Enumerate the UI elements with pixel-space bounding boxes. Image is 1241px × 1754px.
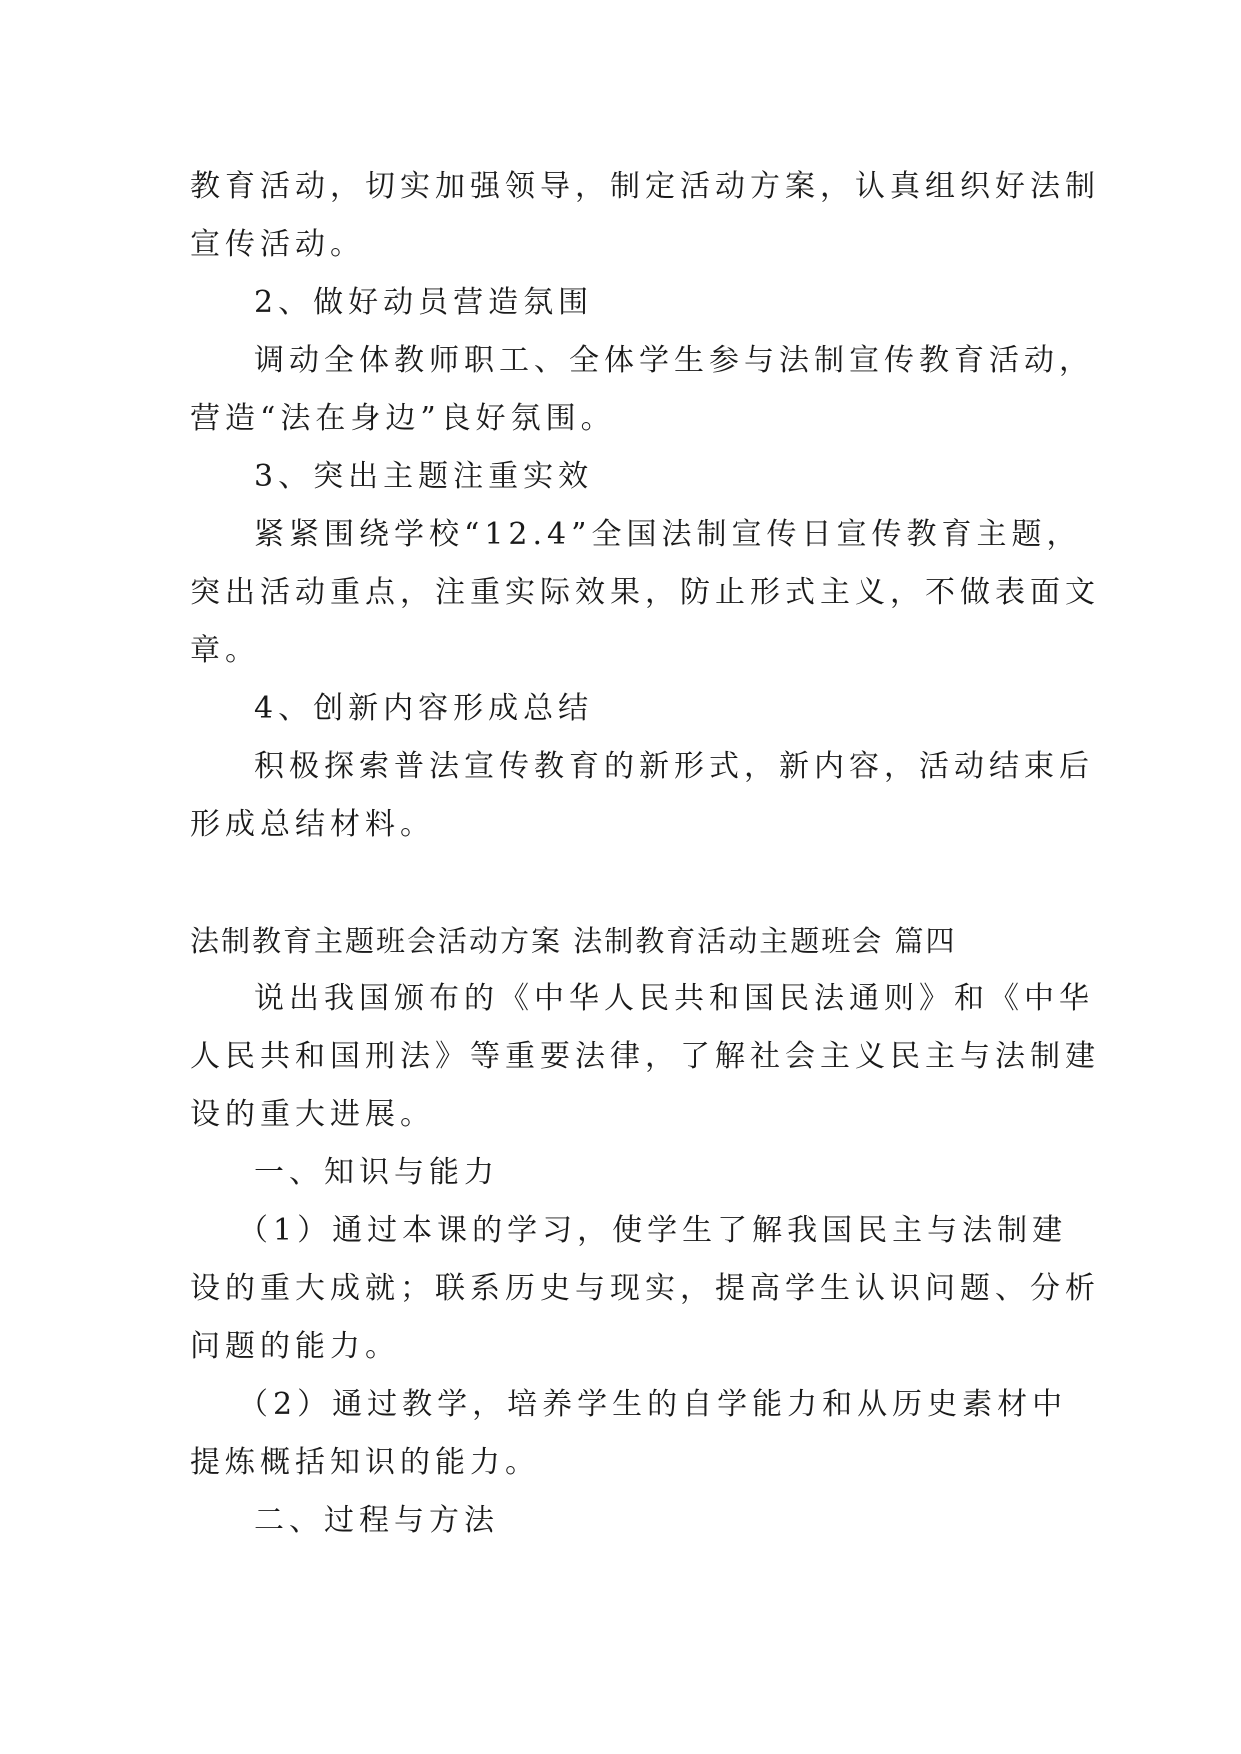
paragraph-line: 章。 [190, 633, 260, 668]
paragraph-line: 问题的能力。 [190, 1329, 400, 1364]
paragraph-line: 调动全体教师职工、全体学生参与法制宣传教育活动， [254, 343, 1094, 378]
paragraph-line: （1）通过本课的学习，使学生了解我国民主与法制建 [238, 1213, 1068, 1248]
paragraph-line: 设的重大成就；联系历史与现实，提高学生认识问题、分析 [190, 1271, 1100, 1306]
item-title-3: 3、突出主题注重实效 [254, 459, 594, 494]
paragraph-line: 人民共和国刑法》等重要法律，了解社会主义民主与法制建 [190, 1039, 1100, 1074]
document-body [190, 158, 1100, 1550]
paragraph-line: 宣传活动。 [190, 227, 365, 262]
paragraph-line: 营造“法在身边”良好氛围。 [190, 401, 616, 436]
paragraph-line: 形成总结材料。 [190, 807, 435, 842]
paragraph-line: 突出活动重点，注重实际效果，防止形式主义，不做表面文 [190, 575, 1100, 610]
part-title-process: 二、过程与方法 [254, 1503, 499, 1538]
paragraph-line: 说出我国颁布的《中华人民共和国民法通则》和《中华 [254, 981, 1094, 1016]
paragraph-line: 设的重大进展。 [190, 1097, 435, 1132]
paragraph-line: （2）通过教学，培养学生的自学能力和从历史素材中 [238, 1387, 1068, 1422]
part-title-knowledge: 一、知识与能力 [254, 1155, 499, 1190]
item-title-4: 4、创新内容形成总结 [254, 691, 594, 726]
section-heading: 法制教育主题班会活动方案 法制教育活动主题班会 篇四 [190, 924, 957, 958]
paragraph-line: 教育活动，切实加强领导，制定活动方案，认真组织好法制 [190, 169, 1100, 204]
item-title-2: 2、做好动员营造氛围 [254, 285, 594, 320]
paragraph-line: 紧紧围绕学校“12.4”全国法制宣传日宣传教育主题， [254, 517, 1082, 552]
paragraph-line: 提炼概括知识的能力。 [190, 1445, 540, 1480]
paragraph-line: 积极探索普法宣传教育的新形式，新内容，活动结束后 [254, 749, 1094, 784]
section-gap [190, 854, 1055, 912]
